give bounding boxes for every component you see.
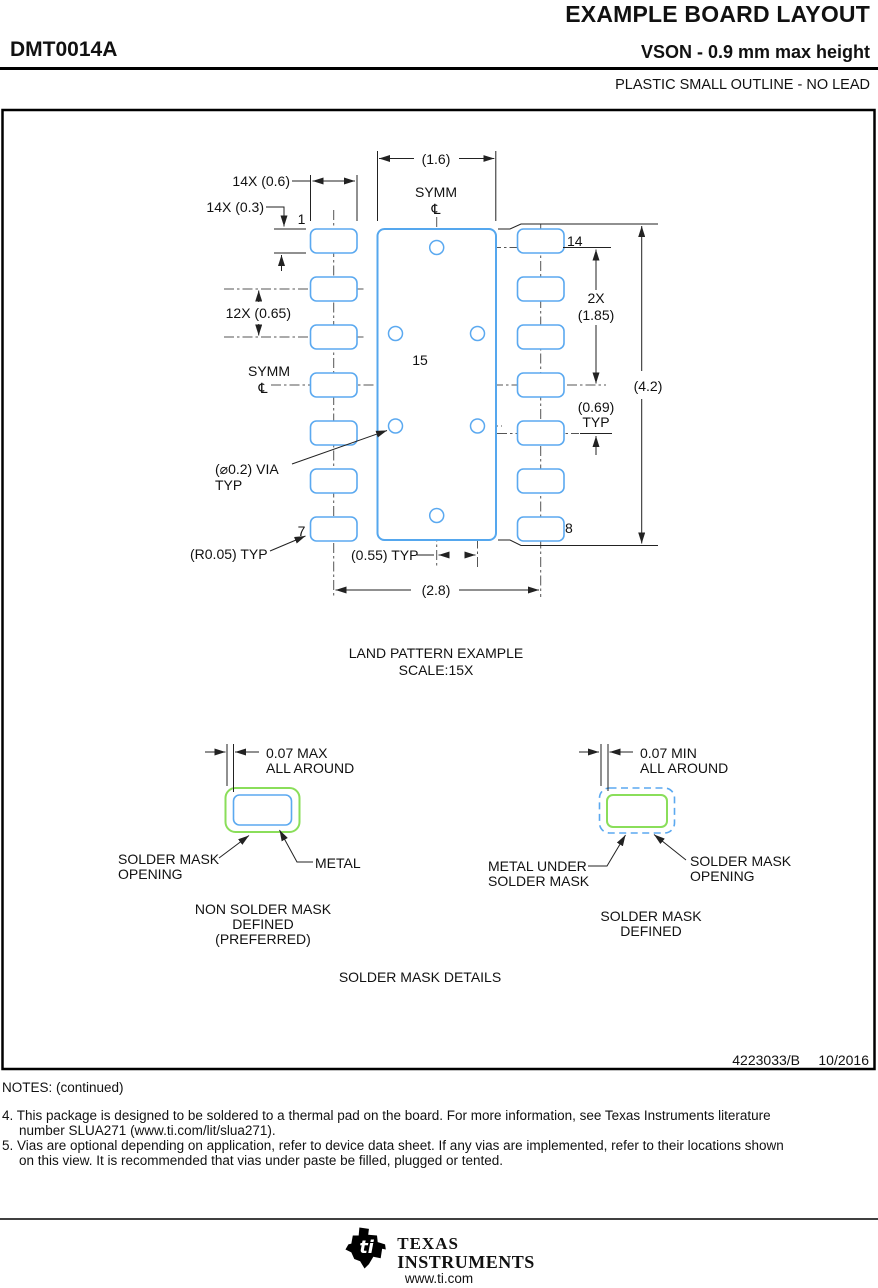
note-line: on this view. It is recommended that vias under paste be filled, plugged or tented. (19, 1153, 504, 1168)
notes-section (2, 1080, 832, 1168)
note-item (2, 1108, 832, 1138)
ti-word-texas: TEXAS (397, 1234, 459, 1253)
note-line: number SLUA271 (www.ti.com/lit/slua271). (19, 1123, 276, 1138)
smd-detail (488, 744, 792, 939)
dim-span-count-label: 2X (587, 290, 605, 306)
dim-row-offset-typ: TYP (582, 414, 610, 430)
pad (311, 517, 358, 541)
metal-under-mask-shape (607, 795, 667, 827)
smd-caption1: SOLDER MASK (600, 908, 702, 924)
pin7-label: 7 (297, 523, 306, 539)
smd-opening-label1: SOLDER MASK (690, 853, 792, 869)
solder-mask-details-title: SOLDER MASK DETAILS (338, 969, 502, 985)
doc-number: 4223033/B (732, 1052, 800, 1068)
smd-metal-label2: SOLDER MASK (488, 873, 590, 889)
via (389, 419, 403, 433)
note-line: 4. This package is designed to be soldered to a thermal pad on the board. For more information, see Texas Instruments literature (2, 1108, 771, 1123)
land-pattern-title: LAND PATTERN EXAMPLE (348, 645, 524, 661)
dim-overall-width-label: (2.8) (421, 582, 451, 598)
centerline-symbol-left: ℄ (258, 380, 268, 396)
via-label: (⌀0.2) VIA (215, 461, 279, 477)
via (430, 241, 444, 255)
symm-left-label: SYMM (248, 363, 290, 379)
smd-metal-label1: METAL UNDER (488, 858, 587, 874)
dim-overall-height-label: (4.2) (633, 378, 663, 394)
pin14-label: 14 (567, 233, 583, 249)
ti-word-instruments: INSTRUMENTS (397, 1252, 535, 1272)
pad (518, 373, 565, 397)
via (471, 327, 485, 341)
pad (311, 277, 358, 301)
part-number: DMT0014A (10, 38, 118, 61)
land-pattern-scale: SCALE:15X (398, 662, 474, 678)
metal-shape (234, 795, 292, 825)
pin15-label: 15 (412, 352, 428, 368)
smd-dim-label: 0.07 MIN (640, 745, 697, 761)
note-line: 5. Vias are optional depending on application, refer to device data sheet. If any vias are implemented, refer to their locations shown (2, 1138, 784, 1153)
notes-heading: NOTES: (continued) (2, 1080, 124, 1095)
pad (311, 229, 358, 253)
pin1-label: 1 (297, 211, 306, 227)
via-pitch-label: (0.55) TYP (351, 547, 419, 563)
dim-thermal-width-label: (1.6) (421, 151, 451, 167)
doc-date: 10/2016 (818, 1052, 869, 1068)
page-title: EXAMPLE BOARD LAYOUT (565, 1, 870, 27)
ti-texas-icon (343, 1226, 389, 1270)
dim-row-offset-label: (0.69) (577, 399, 615, 415)
smd-opening-label2: OPENING (690, 868, 755, 884)
dim-pad-width-label: 14X (0.6) (232, 173, 290, 189)
pad (311, 469, 358, 493)
pad (518, 421, 565, 445)
corner-radius-label: (R0.05) TYP (190, 546, 268, 562)
centerline-symbol-top: ℄ (431, 201, 441, 217)
dim-pad-pitch-label: 12X (0.65) (225, 305, 291, 321)
nsmd-metal-label: METAL (315, 855, 361, 871)
nsmd-caption1: NON SOLDER MASK (194, 901, 332, 917)
package-height: VSON - 0.9 mm max height (640, 42, 870, 62)
nsmd-dim-label2: ALL AROUND (266, 760, 355, 776)
via (471, 419, 485, 433)
pad (311, 325, 358, 349)
pad (518, 469, 565, 493)
smd-dim-label2: ALL AROUND (640, 760, 729, 776)
pad (518, 229, 565, 253)
note-item (2, 1138, 832, 1168)
dim-pad-height-label: 14X (0.3) (206, 199, 264, 215)
pad (518, 277, 565, 301)
smd-caption2: DEFINED (620, 923, 682, 939)
dim-span-value-label: (1.85) (577, 307, 615, 323)
pad (518, 325, 565, 349)
symm-top-label: SYMM (415, 184, 457, 200)
ti-glyph: ti (359, 1238, 375, 1259)
nsmd-opening-label1: SOLDER MASK (118, 851, 220, 867)
pad (311, 421, 358, 445)
pin8-label: 8 (565, 520, 573, 536)
via-typ-label: TYP (215, 477, 243, 493)
via (430, 509, 444, 523)
via (389, 327, 403, 341)
nsmd-caption2: DEFINED (232, 916, 294, 932)
nsmd-detail (118, 744, 361, 947)
nsmd-dim-label: 0.07 MAX (266, 745, 328, 761)
nsmd-opening-label2: OPENING (118, 866, 183, 882)
ti-wordmark (397, 1226, 535, 1271)
thermal-pad (378, 229, 497, 540)
pad (518, 517, 565, 541)
ti-website-link[interactable]: www.ti.com (404, 1271, 474, 1286)
ti-logo (0, 1226, 878, 1271)
nsmd-caption3: (PREFERRED) (215, 931, 311, 947)
package-description: PLASTIC SMALL OUTLINE - NO LEAD (615, 77, 870, 93)
pad (311, 373, 358, 397)
